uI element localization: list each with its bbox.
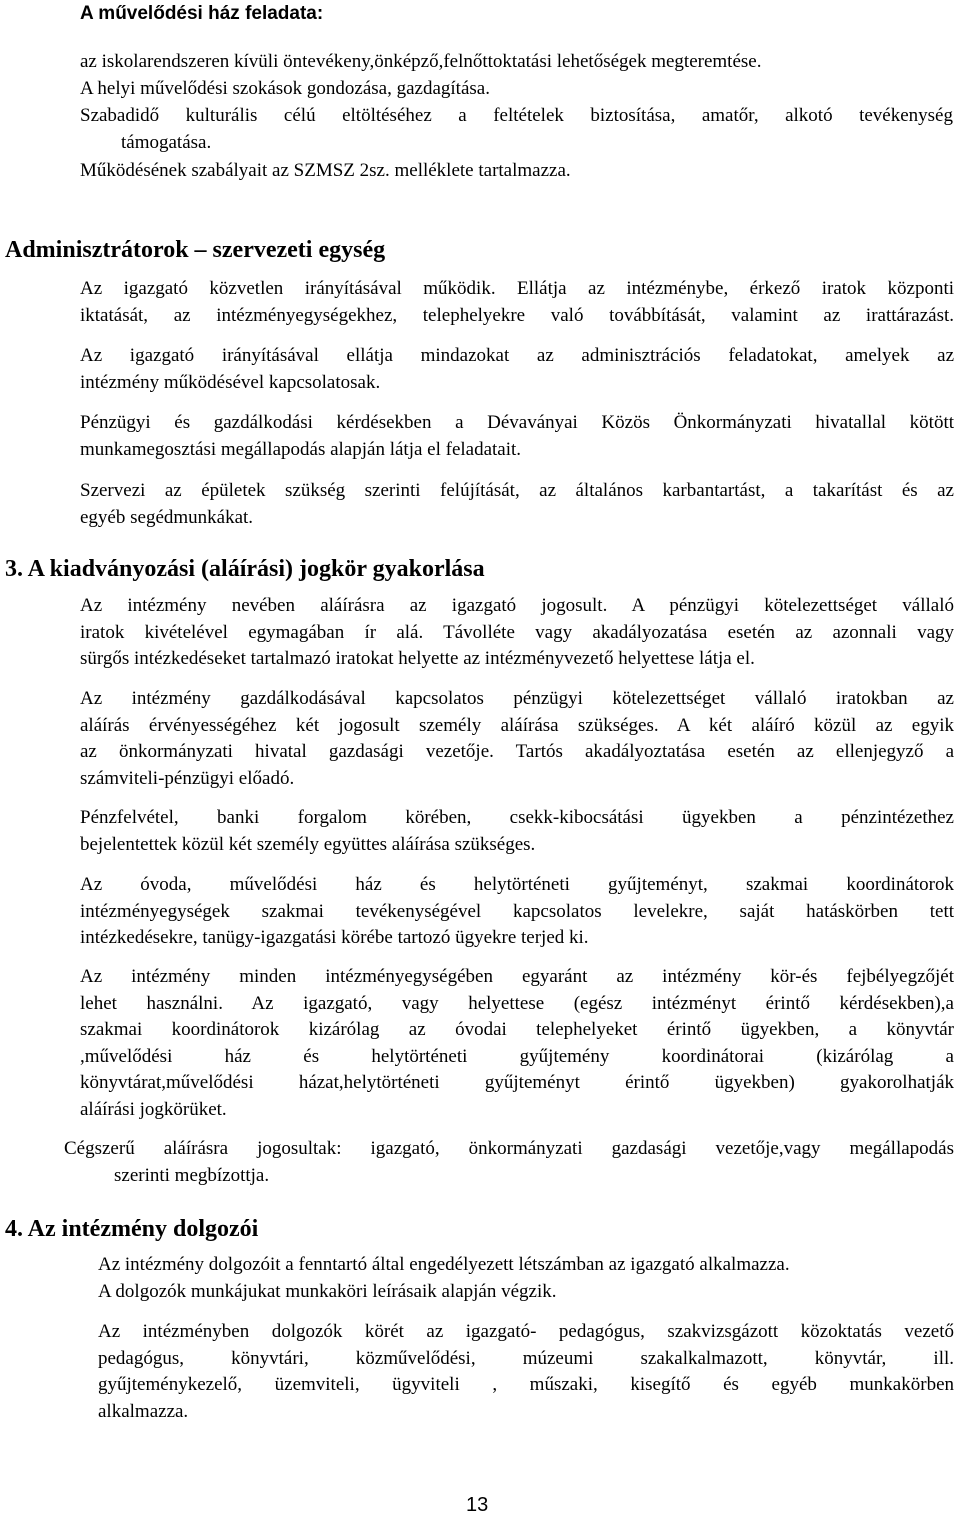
section-heading-3: 3. A kiadványozási (aláírási) jogkör gyakorlása bbox=[5, 556, 485, 582]
paragraph bbox=[80, 805, 954, 858]
paragraph bbox=[80, 478, 954, 531]
text-line: Az intézmény dolgozóit a fenntartó által engedélyezett létszámban az igazgató alkalmazza. bbox=[98, 1254, 790, 1275]
text-line: iratok kivételével egymagában ír alá. Távolléte vagy akadályozatása esetén az azonnali vagy bbox=[80, 621, 954, 643]
text-line: támogatása. bbox=[121, 132, 212, 153]
text-line: lehet használni. Az igazgató, vagy helyettese (egész intézményt érintő kérdésekben),a bbox=[80, 992, 954, 1014]
paragraph bbox=[98, 1319, 954, 1425]
text-line: szerinti megbízottja. bbox=[114, 1165, 270, 1186]
text-line: egyéb segédmunkákat. bbox=[80, 506, 254, 528]
paragraph bbox=[80, 343, 954, 396]
text-line: aláírás érvényességéhez két jogosult személy aláírása szükséges. A két aláíró közül az egyik bbox=[80, 714, 954, 736]
section-heading-muvelodesi: A művelődési ház feladata: bbox=[80, 3, 324, 24]
text-line: Az intézmény nevében aláírásra az igazgató jogosult. A pénzügyi kötelezettséget vállaló bbox=[80, 595, 954, 616]
text-line: intézményegységek szakmai tevékenységével kapcsolatos levelekre, saját hatáskörben tett bbox=[80, 900, 954, 922]
text-line: Pénzügyi és gazdálkodási kérdésekben a Dévaványai Közös Önkormányzati hivatallal kötött bbox=[80, 412, 954, 433]
text-line: számviteli-pénzügyi előadó. bbox=[80, 767, 295, 789]
text-line: sürgős intézkedéseket tartalmazó iratokat helyette az intézményvezető helyettese látja el. bbox=[80, 648, 755, 669]
paragraph bbox=[80, 593, 954, 673]
text-line: Az intézményben dolgozók körét az igazgató- pedagógus, szakvizsgázott közoktatás vezető bbox=[98, 1321, 954, 1342]
text-line: Pénzfelvétel, banki forgalom körében, csekk-kibocsátási ügyekben a pénzintézethez bbox=[80, 807, 954, 828]
text-line: Szabadidő kulturális célú eltöltéséhez a feltételek biztosítása, amatőr, alkotó tevékenység bbox=[80, 105, 953, 126]
text-line: Az igazgató irányításával ellátja mindazokat az adminisztrációs feladatokat, amelyek az bbox=[80, 345, 954, 366]
text-line: Az óvoda, művelődési ház és helytörténeti gyűjteményt, szakmai koordinátorok bbox=[80, 874, 954, 895]
text-line: szakmai koordinátorok kizárólag az óvodai telephelyeket érintő ügyekben, a könyvtár bbox=[80, 1019, 954, 1040]
text-line: Az intézmény minden intézményegységében egyaránt az intézmény kör-és fejbélyegzőjét bbox=[80, 966, 954, 987]
text-line: Az intézmény gazdálkodásával kapcsolatos pénzügyi kötelezettséget vállaló iratokban az bbox=[80, 688, 954, 709]
text-line: könyvtárat,művelődési házat,helytörténeti gyűjteményt érintő ügyekben) gyakorolhatják bbox=[80, 1072, 954, 1093]
text-line: A dolgozók munkájukat munkaköri leírásaik alapján végzik. bbox=[98, 1281, 557, 1302]
text-line: Működésének szabályait az SZMSZ 2sz. melléklete tartalmazza. bbox=[80, 160, 571, 181]
text-line: intézmény működésével kapcsolatosak. bbox=[80, 371, 381, 393]
paragraph bbox=[80, 410, 954, 463]
text-line: aláírási jogkörüket. bbox=[80, 1098, 227, 1120]
text-line: munkamegosztási megállapodás alapján látja el feladatait. bbox=[80, 438, 522, 460]
text-line: intézkedésekre, tanügy-igazgatási körébe tartozó ügyekre terjed ki. bbox=[80, 927, 589, 948]
section-heading-admin: Adminisztrátorok – szervezeti egység bbox=[5, 237, 386, 263]
text-line: az iskolarendszeren kívüli öntevékeny,önképző,felnőttoktatási lehetőségek megteremtése. bbox=[80, 51, 762, 72]
page-number: 13 bbox=[466, 1494, 489, 1516]
text-line: az önkormányzati hivatal gazdasági vezetője. Tartós akadályoztatása esetén az ellenjegyző a bbox=[80, 741, 954, 762]
paragraph bbox=[80, 686, 954, 792]
text-line: iktatását, az intézményegységekhez, telephelyekre való továbbítását, valamint az irattárazást. bbox=[80, 304, 954, 326]
text-line: pedagógus, könyvtári, közművelődési, múzeumi szakalkalmazott, könyvtár, ill. bbox=[98, 1347, 954, 1369]
paragraph bbox=[80, 964, 954, 1123]
text-line: Cégszerű aláírásra jogosultak: igazgató, önkormányzati gazdasági vezetője,vagy megállapodás bbox=[64, 1138, 954, 1159]
text-line: Az igazgató közvetlen irányításával működik. Ellátja az intézménybe, érkező iratok központi bbox=[80, 278, 954, 299]
section-heading-4: 4. Az intézmény dolgozói bbox=[5, 1216, 259, 1242]
text-line: gyűjteménykezelő, üzemviteli, ügyviteli , műszaki, kisegítő és egyéb munkakörben bbox=[98, 1374, 954, 1395]
text-line: A helyi művelődési szokások gondozása, gazdagítása. bbox=[80, 78, 490, 99]
text-line: alkalmazza. bbox=[98, 1400, 189, 1422]
paragraph bbox=[80, 276, 954, 329]
text-line: bejelentettek közül két személy együttes aláírása szükséges. bbox=[80, 833, 536, 855]
text-line: ,művelődési ház és helytörténeti gyűjtemény koordinátorai (kizárólag a bbox=[80, 1045, 954, 1067]
text-line: Szervezi az épületek szükség szerinti felújítását, az általános karbantartást, a takarítást és az bbox=[80, 480, 954, 501]
paragraph bbox=[80, 872, 954, 952]
